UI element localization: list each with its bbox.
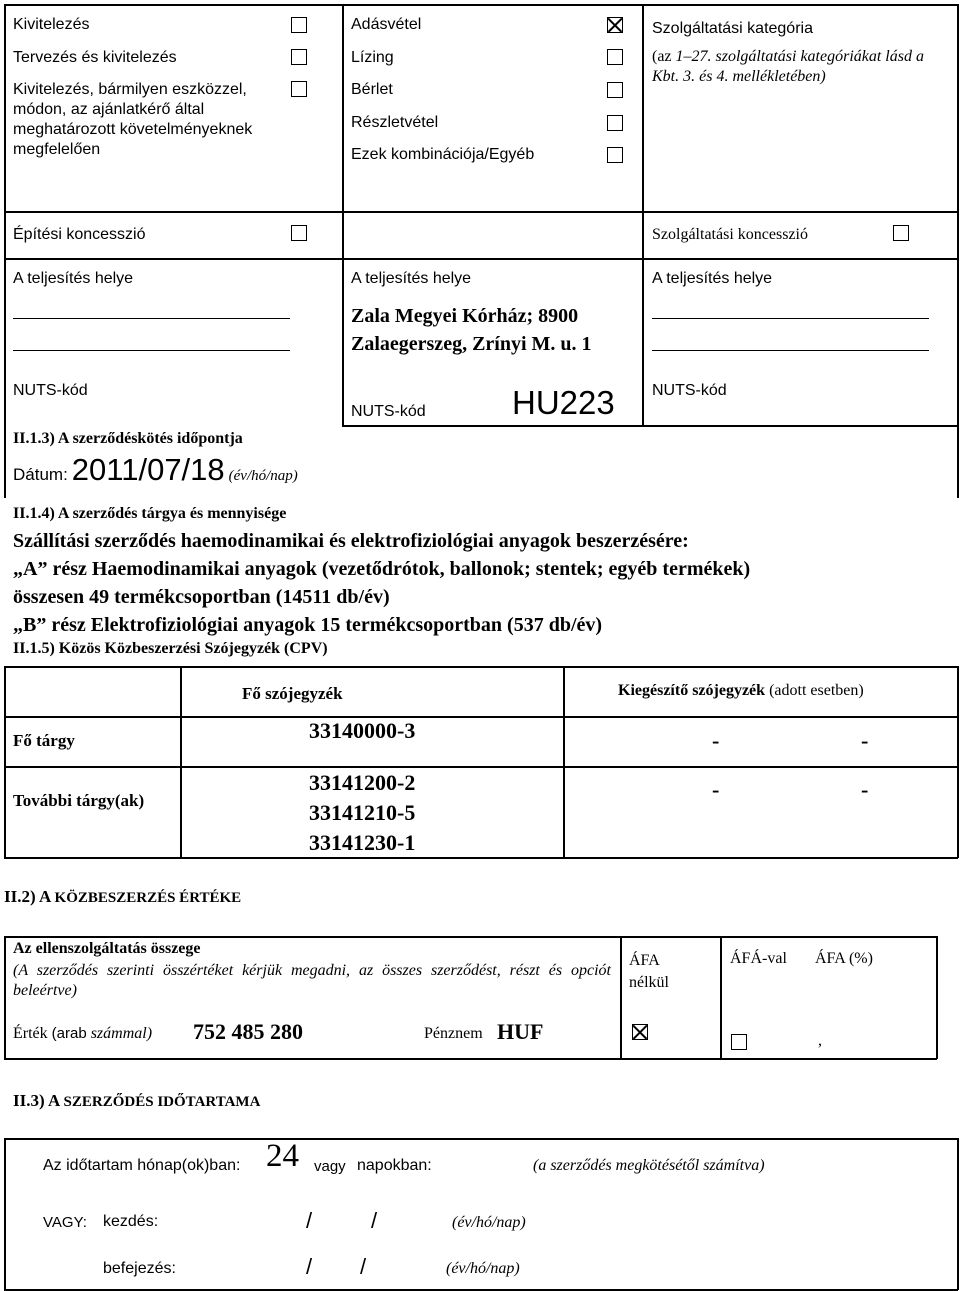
end-date-format: (év/hó/nap) <box>446 1260 520 1277</box>
performance-label-works: A teljesítés helye <box>13 270 134 287</box>
cpv-main-code: 33140000-3 <box>309 718 416 743</box>
works-concession-label: Építési koncesszió <box>13 226 146 243</box>
works-checkbox-1[interactable] <box>291 17 307 33</box>
supplies-option-1: Adásvétel <box>351 16 422 33</box>
supplies-option-4: Részletvétel <box>351 114 439 131</box>
subject-title: II.1.4) A szerződés tárgya és mennyisége <box>13 505 287 522</box>
vat-excl-checkbox[interactable] <box>632 1024 648 1040</box>
subject-line-2: „A” rész Haemodinamikai anyagok (vezetődrótok, ballonok; stentek; egyéb termékek) <box>13 558 751 580</box>
contract-date-title: II.1.3) A szerződéskötés időpontja <box>13 430 243 447</box>
works-checkbox-2[interactable] <box>291 49 307 65</box>
amount-note: (A szerződés szerinti összértéket kérjük megadni, az összes szerződést, részt és opciót beleértve) <box>13 962 611 999</box>
cpv-main-header: Fő szójegyzék <box>242 684 343 703</box>
supplies-checkbox-2[interactable] <box>607 49 623 65</box>
amount-label: Az ellenszolgáltatás összege <box>13 940 201 957</box>
services-concession-checkbox[interactable] <box>893 225 909 241</box>
cpv-additional-code-3: 33141230-1 <box>309 830 416 855</box>
works-checkbox-3[interactable] <box>291 81 307 97</box>
cpv-additional-code-1: 33141200-2 <box>309 770 416 795</box>
contract-date-row <box>13 452 298 488</box>
works-option-3: Kivitelezés, bármilyen eszközzel, módon, az ajánlatkérő által meghatározott követelményeknek megfelelően <box>13 81 253 158</box>
value-section-title: II.2) A KÖZBESZERZÉS ÉRTÉKE <box>4 887 242 906</box>
duration-label: Az időtartam hónap(ok)ban: <box>43 1157 241 1174</box>
works-concession-checkbox[interactable] <box>291 225 307 241</box>
contract-date: 2011/07/18 <box>71 452 225 487</box>
cpv-additional-codes <box>309 768 415 858</box>
subject-line-1: Szállítási szerződés haemodinamikai és elektrofiziológiai anyagok beszerzésére: <box>13 530 689 552</box>
cpv-supp-header: Kiegészítő szójegyzék (adott esetben) <box>618 682 864 699</box>
cpv-row-label-main: Fő tárgy <box>13 731 75 750</box>
supplies-checkbox-3[interactable] <box>607 82 623 98</box>
date-label: Dátum: <box>13 465 68 484</box>
cpv-additional-supp-1: - <box>712 777 720 802</box>
subject-line-4: „B” rész Elektrofiziológiai anyagok 15 termékcsoportban (537 db/év) <box>13 614 603 636</box>
supplies-checkbox-5[interactable] <box>607 147 623 163</box>
nuts-code: HU223 <box>512 384 615 421</box>
supplies-option-2: Lízing <box>351 49 394 66</box>
cpv-main-supp-2: - <box>861 728 869 753</box>
end-label: befejezés: <box>103 1260 176 1277</box>
supplies-checkbox-1[interactable] <box>607 17 623 33</box>
supplies-option-5: Ezek kombinációja/Egyéb <box>351 146 535 163</box>
cpv-additional-supp-2: - <box>861 777 869 802</box>
start-slash-1: / <box>306 1208 313 1233</box>
nuts-label-works: NUTS-kód <box>13 382 88 399</box>
end-slash-1: / <box>306 1254 313 1279</box>
end-slash-2: / <box>360 1254 367 1279</box>
works-option-2: Tervezés és kivitelezés <box>13 49 177 66</box>
nuts-label-supplies: NUTS-kód <box>351 403 426 420</box>
performance-label-supplies: A teljesítés helye <box>351 270 472 287</box>
start-slash-2: / <box>371 1208 378 1233</box>
vat-percent-comma: , <box>818 1032 822 1049</box>
performance-line-1 <box>13 318 290 319</box>
works-option-1: Kivitelezés <box>13 16 90 33</box>
duration-from-note: (a szerződés megkötésétől számítva) <box>533 1157 765 1174</box>
performance-label-services: A teljesítés helye <box>652 270 773 287</box>
vat-excl-label: ÁFA nélkül <box>629 952 669 991</box>
days-label: napokban: <box>357 1157 432 1174</box>
subject-text <box>13 527 750 639</box>
duration-section-title: II.3) A SZERZŐDÉS IDŐTARTAMA <box>13 1091 261 1110</box>
value-label: Érték (arab számmal) <box>13 1025 153 1042</box>
vat-incl-checkbox[interactable] <box>731 1034 747 1050</box>
services-title: Szolgáltatási kategória <box>652 20 813 37</box>
duration-or: vagy <box>314 1158 346 1175</box>
cpv-row-label-additional: További tárgy(ak) <box>13 791 145 810</box>
subject-line-3: összesen 49 termékcsoportban (14511 db/év) <box>13 586 390 608</box>
performance-line-3 <box>652 318 929 319</box>
services-concession-label: Szolgáltatási koncesszió <box>652 226 808 243</box>
performance-address: Zala Megyei Kórház; 8900 Zalaegerszeg, Zrínyi M. u. 1 <box>351 305 592 355</box>
currency: HUF <box>497 1019 544 1044</box>
performance-line-4 <box>652 350 929 351</box>
start-label: kezdés: <box>103 1213 159 1230</box>
supplies-option-3: Bérlet <box>351 81 393 98</box>
contract-value: 752 485 280 <box>193 1019 303 1044</box>
or-label: VAGY: <box>43 1214 87 1231</box>
cpv-title: II.1.5) Közös Közbeszerzési Szójegyzék (CPV) <box>13 640 328 657</box>
date-format: (év/hó/nap) <box>228 468 298 484</box>
cpv-main-supp-1: - <box>712 728 720 753</box>
start-date-format: (év/hó/nap) <box>452 1214 526 1231</box>
performance-line-2 <box>13 350 290 351</box>
supplies-checkbox-4[interactable] <box>607 115 623 131</box>
cpv-additional-code-2: 33141210-5 <box>309 800 416 825</box>
vat-incl-label: ÁFÁ-val <box>730 950 787 967</box>
nuts-label-services: NUTS-kód <box>652 382 727 399</box>
services-note: (az 1–27. szolgáltatási kategóriákat lásd a Kbt. 3. és 4. mellékletében) <box>652 48 924 85</box>
vat-percent-label: ÁFA (%) <box>815 950 873 967</box>
currency-label: Pénznem <box>424 1025 483 1042</box>
duration-months: 24 <box>266 1138 299 1174</box>
